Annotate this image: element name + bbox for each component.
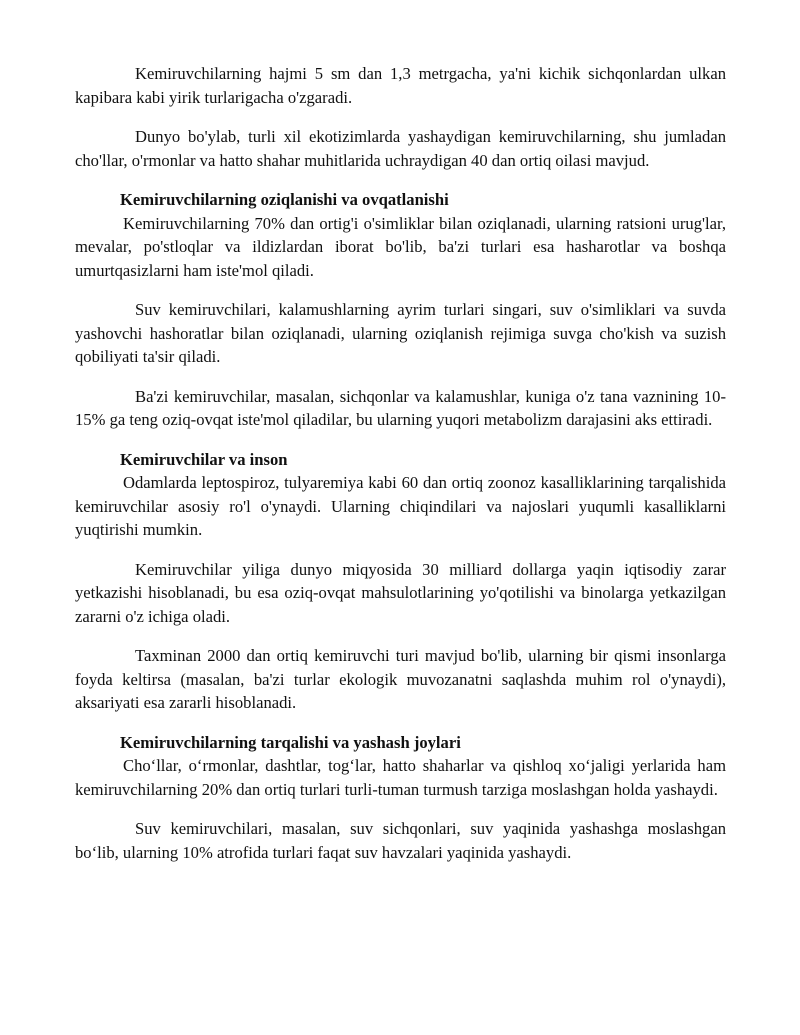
section-humans	[75, 448, 726, 715]
section-habitat	[75, 731, 726, 865]
section-paragraph: Suv kemiruvchilari, masalan, suv sichqonlari, suv yaqinida yashashga moslashgan bo‘lib, ularning 10% atrofida turlari faqat suv havzalari yaqinida yashaydi.	[75, 819, 726, 862]
section-paragraph: Odamlarda leptospiroz, tulyaremiya kabi 60 dan ortiq zoonoz kasalliklarining tarqalishida kemiruvchilar asosiy ro'l o'ynaydi. Ularning chiqindilari va najoslari yuqumli kasalliklarni yuqtirishi mumkin.	[75, 473, 726, 539]
section-paragraph: Kemiruvchilar yiliga dunyo miqyosida 30 milliard dollarga yaqin iqtisodiy zarar yetkazishi hisoblanadi, bu esa oziq-ovqat mahsulotlarining yo'qotilishi va binolarga yetkazilgan zararni o'z ichiga oladi.	[75, 559, 726, 626]
section-paragraph: Taxminan 2000 dan ortiq kemiruvchi turi mavjud bo'lib, ularning bir qismi insonlarga foyda keltirsa (masalan, ba'zi turlar ekologik muvozanatni saqlashda muhim rol o'ynaydi), aksariyati esa zararli hisoblanadi.	[75, 646, 726, 712]
section-paragraph: Cho‘llar, o‘rmonlar, dashtlar, tog‘lar, hatto shaharlar va qishloq xo‘jaligi yerlarida ham kemiruvchilarning 20% dan ortiq turlari turli-tuman turmush tarziga moslashgan holda yashaydi.	[75, 756, 726, 799]
section-heading: Kemiruvchilarning tarqalishi va yashash joylari	[120, 732, 461, 752]
intro-paragraph: Dunyo bo'ylab, turli xil ekotizimlarda yashaydigan kemiruvchilarning, shu jumladan cho'llar, o'rmonlar va hatto shahar muhitlarida uchraydigan 40 dan ortiq oilasi mavjud.	[75, 127, 726, 170]
section-heading: Kemiruvchilar va inson	[120, 449, 288, 469]
intro-paragraph: Kemiruvchilarning hajmi 5 sm dan 1,3 metrgacha, ya'ni kichik sichqonlardan ulkan kapibara kabi yirik turlarigacha o'zgaradi.	[75, 64, 726, 107]
section-paragraph: Suv kemiruvchilari, kalamushlarning ayrim turlari singari, suv o'simliklari va suvda yashovchi hashoratlar bilan oziqlanadi, ularning oziqlanish rejimiga suvga cho'kish va suzish qobiliyati ta'sir qiladi.	[75, 300, 726, 366]
section-heading: Kemiruvchilarning oziqlanishi va ovqatlanishi	[120, 190, 449, 209]
section-paragraph: Ba'zi kemiruvchilar, masalan, sichqonlar va kalamushlar, kuniga o'z tana vaznining 10-15% ga teng oziq-ovqat iste'mol qiladilar, bu ularning yuqori metabolizm darajasini aks ettiradi.	[75, 386, 726, 429]
section-paragraph: Kemiruvchilarning 70% dan ortig'i o'simliklar bilan oziqlanadi, ularning ratsioni urug'lar, mevalar, po'stloqlar va ildizlardan iborat bo'lib, ba'zi turlari esa hasharotlar va boshqa umurtqasizlarni ham iste'mol qiladi.	[75, 213, 726, 280]
section-nutrition	[75, 188, 726, 432]
document-page	[75, 62, 726, 880]
